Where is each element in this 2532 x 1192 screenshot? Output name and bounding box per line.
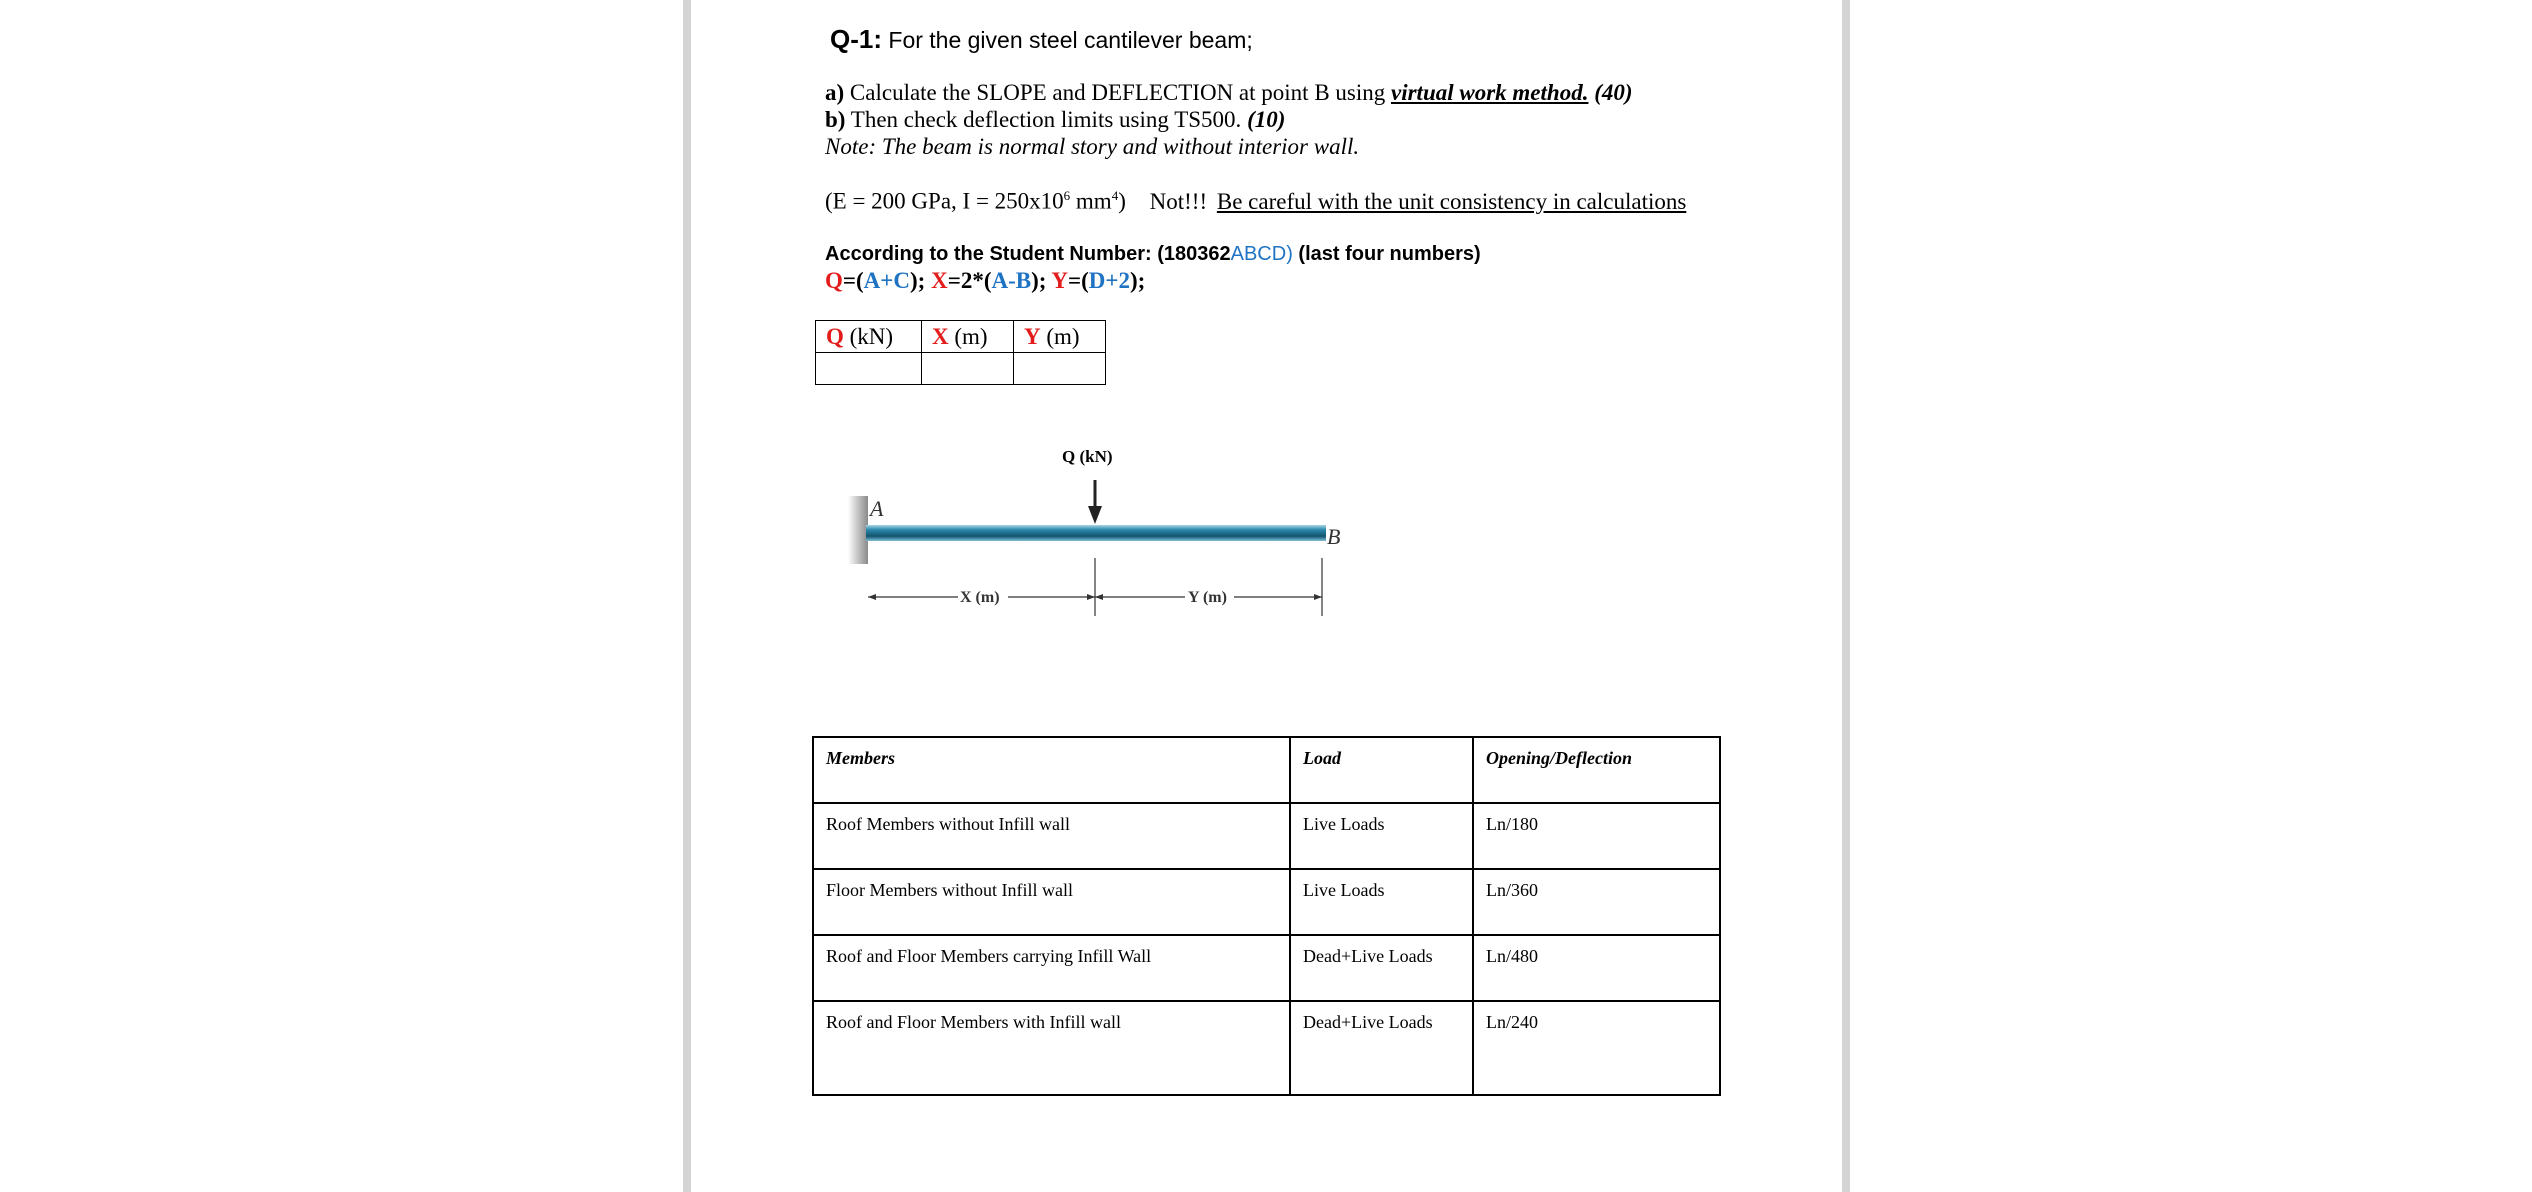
cell-limit: Ln/480: [1473, 935, 1720, 1001]
table-row: [813, 935, 1720, 1001]
header-members: Members: [813, 737, 1290, 803]
part-a-text: Calculate the SLOPE and DEFLECTION at point B using: [849, 80, 1386, 105]
param-unit: (m): [954, 323, 988, 349]
part-a-points: (40): [1594, 80, 1633, 105]
student-code: ABCD): [1230, 243, 1293, 265]
cantilever-beam-figure: [840, 440, 1360, 640]
material-properties: [825, 188, 1686, 215]
part-b-points: (10): [1247, 107, 1286, 132]
cell-load: Dead+Live Loads: [1290, 935, 1473, 1001]
table-row: [813, 803, 1720, 869]
parameter-table: [815, 320, 1106, 385]
header-deflection: Opening/Deflection: [1473, 737, 1720, 803]
question-intro: For the given steel cantilever beam;: [888, 27, 1253, 53]
dimension-arrow: [1087, 594, 1095, 600]
parameter-header-row: [816, 321, 1106, 353]
part-b-text: Then check deflection limits using TS500.: [850, 107, 1242, 132]
param-unit: (kN): [849, 323, 894, 349]
table-row: [813, 1001, 1720, 1095]
student-suffix: (last four numbers): [1298, 243, 1481, 265]
load-label: Q (kN): [1062, 447, 1113, 466]
param-header-q: [816, 321, 922, 353]
dimension-arrow: [868, 594, 876, 600]
note: Note: The beam is normal story and without interior wall.: [825, 134, 1360, 159]
formula-part: =(: [842, 268, 864, 293]
param-header-y: [1014, 321, 1106, 353]
student-number-line: [825, 243, 1481, 266]
formula-y: Y: [1051, 268, 1068, 293]
param-value-x[interactable]: [922, 353, 1014, 385]
cell-members: Roof and Floor Members with Infill wall: [813, 1001, 1290, 1095]
formula-part: =2*(: [947, 268, 992, 293]
formula-q: Q: [825, 268, 843, 293]
student-prefix: According to the Student Number: (180362: [825, 243, 1231, 265]
deflection-limits-table: [812, 736, 1721, 1096]
point-b-label: B: [1327, 524, 1341, 549]
dimension-arrow: [1314, 594, 1322, 600]
point-a-label: A: [870, 496, 884, 521]
param-unit: (m): [1046, 323, 1080, 349]
cell-limit: Ln/240: [1473, 1001, 1720, 1095]
cell-load: Live Loads: [1290, 803, 1473, 869]
warning-text: Be careful with the unit consistency in calculations: [1216, 188, 1687, 214]
formula-part: );: [910, 268, 926, 293]
param-header-x: [922, 321, 1014, 353]
props-suffix: ): [1118, 188, 1126, 214]
formula-var-c: C: [893, 268, 911, 293]
part-b: [825, 107, 1285, 133]
cell-limit: Ln/360: [1473, 869, 1720, 935]
formula-x: X: [931, 268, 948, 293]
cell-limit: Ln/180: [1473, 803, 1720, 869]
cell-load: Dead+Live Loads: [1290, 1001, 1473, 1095]
formula-part: +: [880, 268, 894, 293]
formula-part: =(: [1067, 268, 1089, 293]
page-left-edge: [683, 0, 691, 1192]
cell-members: Roof Members without Infill wall: [813, 803, 1290, 869]
fixed-support-wall: [848, 496, 868, 564]
part-a: [825, 80, 1633, 106]
parameter-value-row: [816, 353, 1106, 385]
beam: [866, 525, 1326, 541]
formula-var-b: B: [1015, 268, 1032, 293]
table-row: [813, 869, 1720, 935]
part-a-label: a): [825, 80, 845, 105]
dimension-y-label: Y (m): [1188, 589, 1227, 606]
part-b-label: b): [825, 107, 846, 132]
formula-line: [825, 268, 1145, 294]
formula-var-a: A: [863, 268, 881, 293]
param-value-q[interactable]: [816, 353, 922, 385]
formula-part: );: [1031, 268, 1047, 293]
cell-members: Roof and Floor Members carrying Infill Wall: [813, 935, 1290, 1001]
cell-load: Live Loads: [1290, 869, 1473, 935]
formula-part: +2: [1105, 268, 1130, 293]
formula-part: );: [1129, 268, 1146, 293]
param-var-x: X: [932, 323, 949, 349]
param-var-q: Q: [826, 323, 844, 349]
props-unit: mm: [1070, 188, 1112, 214]
param-var-y: Y: [1024, 323, 1041, 349]
question-heading: [830, 24, 1253, 55]
props-exponent-1: 6: [1063, 188, 1071, 203]
part-a-method: virtual work method.: [1391, 80, 1589, 105]
formula-var-a: A: [991, 268, 1009, 293]
param-value-y[interactable]: [1014, 353, 1106, 385]
formula-var-d: D: [1088, 268, 1106, 293]
question-label: Q-1:: [830, 24, 882, 54]
warning-label: Not!!!: [1149, 188, 1208, 214]
dimension-arrow: [1095, 594, 1103, 600]
formula-part: -: [1008, 268, 1016, 293]
dimension-x-label: X (m): [960, 589, 1000, 606]
cell-members: Floor Members without Infill wall: [813, 869, 1290, 935]
load-arrow-head: [1088, 506, 1102, 524]
props-exponent-2: 4: [1111, 188, 1119, 203]
limits-header-row: [813, 737, 1720, 803]
header-load: Load: [1290, 737, 1473, 803]
props-prefix: (E = 200 GPa, I = 250x10: [825, 188, 1064, 214]
page-right-edge: [1842, 0, 1850, 1192]
